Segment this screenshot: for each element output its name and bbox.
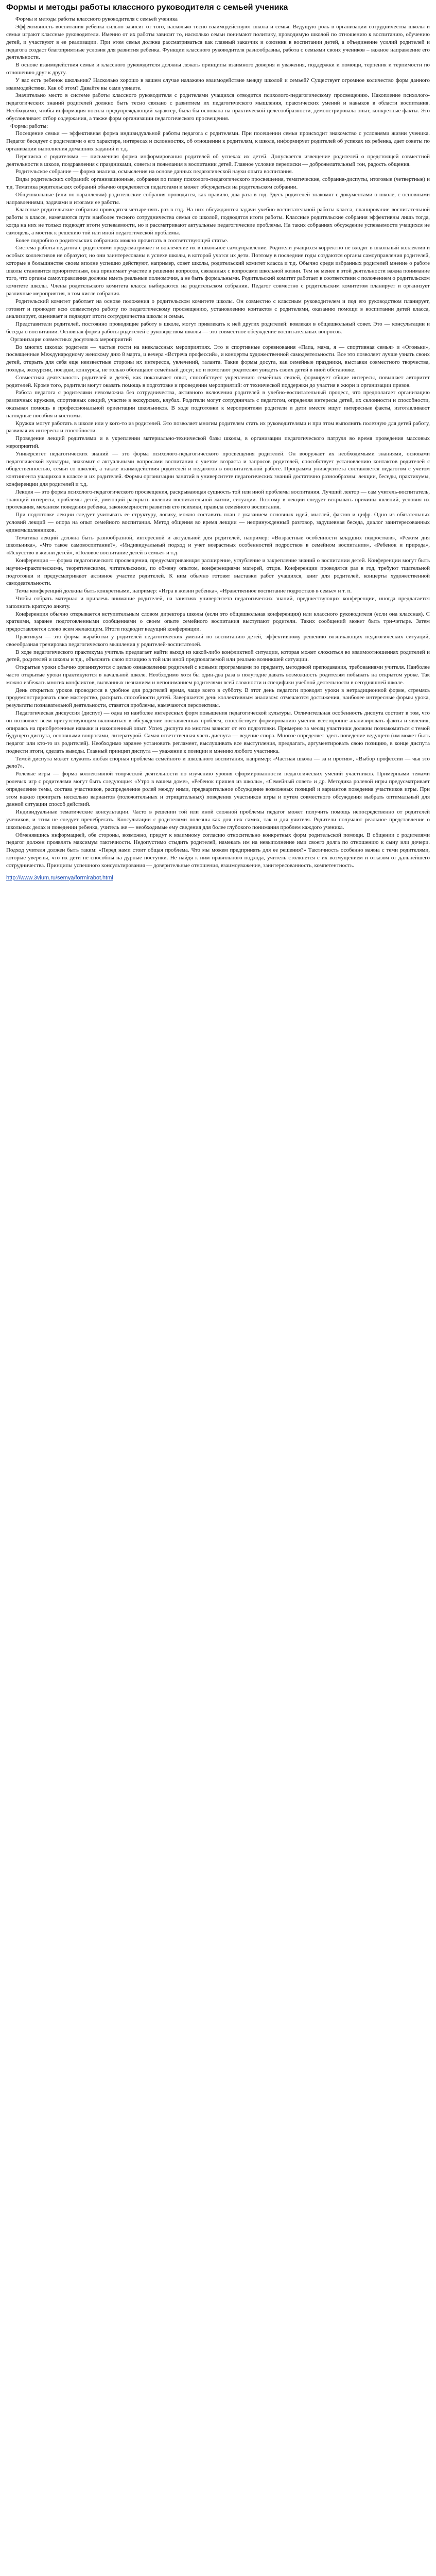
section-subheading: Формы работы: — [10, 123, 48, 129]
article-paragraph: Тематика лекций должна быть разнообразной, интересной и актуальной для родителей, например: «Возрастные особенности младших подростков», «Режим дня школьника», «Что такое самовоспитание?», «Индивидуальный подход и учет возрастных особенностей подростков в семейном воспитании», «Ребенок и природа», «Искусство в жизни детей», «Половое воспитание детей в семье» и т.д. — [6, 534, 430, 556]
source-link[interactable]: http://www.3vium.ru/semya/formirabot.html — [6, 874, 113, 881]
article-paragraph: Университет педагогических знаний — это форма психолого-педагогического просвещения родителей. Он вооружает их необходимыми знаниями, основами педагогической культуры, знакомит с актуальными вопросами воспитания с учетом возраста и запросов родителей, способствует установлению контактов родителей с общественностью, семьи со школой, а также взаимодействия родителей и педагогов в воспитательной работе. Программа университета составляется педагогом с учетом контингента учащихся в классе и их родителей. Формы организации занятий в университете педагогических знаний достаточно разнообразны: лекции, беседы, практикумы, конференции для родителей и т.д. — [6, 450, 430, 487]
article-paragraph: Обменявшись информацией, обе стороны, возможно, придут к взаимному согласию относительно конкретных форм родительской помощи. В общении с родителями педагог должен проявлять максимум тактичности. Недопустимо стыдить родителей, намекать им на невыполнение ими своего долга по отношению к сыну или дочери. Подход учителя должен быть таким: «Перед нами стоит общая проблема. Что мы можем предпринять для ее решения?» Тактичность особенно важна с теми родителями, которые уверены, что их дети не способны на дурные поступки. Не найдя к ним правильного подхода, учитель столкнется с их возмущением и отказом от дальнейшего сотрудничества. Принципы успешного консультирования — доверительные отношения, взаимоуважение, заинтересованность, компетентность. — [6, 832, 430, 869]
article-paragraph: День открытых уроков проводится в удобное для родителей время, чаще всего в субботу. В этот день педагоги проводят уроки в нетрадиционной форме, стремясь продемонстрировать свое мастерство, раскрыть способности детей. Завершается день коллективным анализом: отмечаются достижения, наиболее интересные формы урока, результаты познавательной деятельности, ставятся проблемы, намечаются перспективы. — [6, 687, 430, 709]
article-paragraph: Ролевые игры — форма коллективной творческой деятельности по изучению уровня сформированности педагогических умений участников. Примерными темами ролевых игр с родителями могут быть следующие: «Утро в вашем доме», «Ребенок пришел из школы», «Семейный совет» и др. Методика ролевой игры предусматривает определение темы, состава участников, распределение ролей между ними, предварительное обсуждение возможных позиций и вариантов поведения участников игры. При этом важно проиграть несколько вариантов (положительных и отрицательных) поведения участников игры и путем совместного обсуждения выбрать оптимальный для данной ситуации способ действий. — [6, 771, 430, 808]
article-paragraph: Кружки могут работать в школе или у кого-то из родителей. Это позволяет многим родителям стать их руководителями и при этом выполнять полезную для детей работу, развивая их интересы и способности. — [6, 420, 430, 434]
article-paragraph: У вас есть ребенок школьник? Насколько хорошо в вашем случае налажено взаимодействие между школой и семьей? Существует огромное количество форм данного взаимодействия. Как об этом? Давайте вы сами узнаете. — [6, 77, 430, 91]
article-paragraph: Переписка с родителями — письменная форма информирования родителей об успехах их детей. Допускается извещение родителей о предстоящей совместной деятельности в школе, поздравления с праздниками, советы и пожелания в воспитании детей. Главное условие переписки — доброжелательный тон, радость общения. — [6, 153, 430, 167]
article-title: Формы и методы работы классного руководителя с семьей ученика — [6, 3, 288, 12]
article-paragraph: В ходе педагогического практикума учитель предлагает найти выход из какой-либо конфликтной ситуации, которая может сложиться во взаимоотношениях родителей и детей, родителей и школы и т.д., объяснить свою позицию в той или иной предполагаемой или реально возникшей ситуации. — [6, 649, 430, 663]
section-subheading: Организация совместных досуговых мероприятий — [10, 336, 132, 343]
article-body — [6, 15, 430, 869]
article-paragraph: Значительно место в системе работы классного руководителя с родителями учащихся отводится психолого-педагогическому просвещению. Накопление психолого-педагогических знаний родителей должно быть тесно связано с развитием их педагогического мышления, практических умений и навыков в области воспитания. Необходимо, чтобы информация носила предупреждающий характер, была бы основана на практической целесообразности, демонстрировала опыт, конкретные факты. Это обусловливает отбор содержания, а также форм организации педагогического просвещения. — [6, 92, 430, 122]
article-paragraph: Эффективность воспитания ребенка сильно зависит от того, насколько тесно взаимодействуют школа и семья. Ведущую роль в организации сотрудничества школы и семьи играют классные руководители. Именно от их работы зависит то, насколько семьи понимают политику, проводимую школой по отношению к воспитанию, обучению детей, и участвуют в ее реализации. При этом семья должна рассматриваться как главный заказчик и союзник в воспитании детей, а объединение усилий родителей и педагога создаст благоприятные условия для развития ребенка. Функции классного руководителя разнообразны, работа с семьями своих учеников – важное направление его деятельности. — [6, 24, 430, 61]
article-paragraph: Во многих школах родители — частые гости на внеклассных мероприятиях. Это и спортивные соревнования «Папа, мама, я — спортивная семья» и «Огоньки», посвященные Международному женскому дню 8 марта, и вечера «Встреча профессий», и концерты художественной самодеятельности. Все это позволяет лучше узнать своих детей, открыть для себя еще неизвестные стороны их интересов, увлечений, таланта. Такие формы досуга, как семейные праздники, выставки совместного творчества, походы, экскурсии, поездки, конкурсы, не только обогащают семейный досуг, но и помогают родителям увидеть своих детей в иной обстановке. — [6, 344, 430, 374]
article-paragraph: Конференция — форма педагогического просвещения, предусматривающая расширение, углубление и закрепление знаний о воспитании детей. Конференции могут быть научно-практическими, теоретическими, читательскими, по обмену опытом, конференциями матерей, отцов. Конференции проводятся раз в год, требуют тщательной подготовки и предусматривают активное участие родителей. К ним обычно готовят выставки работ учащихся, книг для родителей, концерты художественной самодеятельности. — [6, 557, 430, 587]
article-paragraph: Работа педагога с родителями невозможна без сотрудничества, активного включения родителей в учебно-воспитательный процесс, что предполагает организацию различных кружков, спортивных секций, участие в экскурсиях, клубах. Родители могут сотрудничать с педагогом, определяя интересы детей, их склонности и способности, оказывая помощь в профессиональной ориентации школьников. В ходе подготовки к мероприятиям родители и дети вместе ищут интересные факты, изготавливают наглядные пособия и костюмы. — [6, 389, 430, 419]
article-paragraph: Чтобы собрать материал и привлечь внимание родителей, на занятиях университета педагогических знаний, предшествующих конференции, иногда предлагается заполнить краткую анкету. — [6, 595, 430, 609]
article-paragraph: Индивидуальные тематические консультации. Часто в решении той или иной сложной проблемы педагог может получить помощь непосредственно от родителей учеников, и этим не следует пренебрегать. Консультации с родителями полезны как для них самих, так и для учителя. Родители получают реальное представление о школьных делах и поведении ребенка, учитель же — необходимые ему сведения для более глубокого понимания проблем каждого ученика. — [6, 809, 430, 831]
article-paragraph: Более подробно о родительских собраниях можно прочитать в соответствующей статье. — [15, 237, 229, 244]
article-paragraph: Родительское собрание — форма анализа, осмысления на основе данных педагогической науки опыта воспитания. — [15, 168, 293, 175]
article-paragraph: Конференция обычно открывается вступительным словом директора школы (если это общешкольная конференция) или классного руководителя (если она классная). С краткими, заранее подготовленными сообщениями о своем опыте семейного воспитания выступают родители. Таких сообщений может быть три-четыре. Затем предоставляется слово всем желающим. Итоги подводит ведущий конференции. — [6, 611, 430, 633]
article-paragraph: Совместная деятельность родителей и детей, как показывает опыт, способствует укреплению семейных связей, формирует общие интересы, повышает авторитет родителей. Кроме того, родители могут оказать помощь в подготовке и проведении мероприятий: от технической поддержки до участия в жюри и организации призов. — [6, 374, 430, 388]
article-paragraph: Система работы педагога с родителями предусматривает и вовлечение их в школьное самоуправление. Родители учащихся корректно не входят в школьный коллектив и особых коллективов не образуют, но они заинтересованы в успехе школы, в которой учатся их дети. Поэтому в последние годы создаются органы самоуправления родителей, которые в большинстве своем вполне успешно действуют, например, совет школы, родительский комитет класса и т.д. Обычно среди избранных родителей мнение о работе школы становится приоритетным, она принимает участие в решении вопросов, связанных с вопросами школьной жизни. Тем не менее в этой деятельности важна понимание того, что органы самоуправления должны иметь реальные полномочия, а не быть формальными. Родительский комитет работает в соответствии с положением о родительском комитете школы. Члены родительского комитета класса выбираются на родительском собрании. Педагог совместно с родительским комитетом планирует и организует различные мероприятия, в том числе собрания. — [6, 245, 430, 297]
article-paragraph: Темы конференций должны быть конкретными, например: «Игра в жизни ребенка», «Нравственное воспитание подростков в семье» и т. п. — [15, 588, 352, 595]
article-paragraph: Представители родителей, постоянно проводящие работу в школе, могут привлекать к ней других родителей: вовлекая в общешкольный совет. Это — консультации и беседы о воспитании. Основная форма работы родителей с руководством школы — это совместное обсуждение воспитательных вопросов. — [6, 321, 430, 335]
article-paragraph: Классные родительские собрания проводятся четыре-пять раз в год. На них обсуждаются задачи учебно-воспитательной работы класса, планирование воспитательной работы в классе, намечаются пути наиболее тесного сотрудничества семьи со школой, подводятся итоги работы. Классные родительские собрания эффективны лишь тогда, когда на них не только подводят итоги успеваемости, но и рассматривают актуальные педагогические проблемы. На таких собраниях обсуждение успеваемости учащихся не самоцель, а мостик к решению той или иной педагогической проблемы. — [6, 207, 430, 236]
article-paragraph: Темой диспута может служить любая спорная проблема семейного и школьного воспитания, например: «Частная школа — за и против», «Выбор профессии — чья это дело?». — [6, 755, 430, 770]
article-paragraph: Родительский комитет работает на основе положения о родительском комитете школы. Он совместно с классным руководителем и под его руководством планирует, готовит и проводит всю совместную работу по педагогическому просвещению, установлению контактов с родителями, оказанию помощи в воспитании детей класса, анализирует, оценивает и подводит итоги сотрудничества школы и семьи. — [6, 298, 430, 320]
article-paragraph: Общешкольные (или по параллелям) родительские собрания проводятся, как правило, два раза в год. Здесь родителей знакомят с документами о школе, с основными направлениями, задачами и итогами ее работы. — [6, 191, 430, 206]
article-paragraph: Открытые уроки обычно организуются с целью ознакомления родителей с новыми программами по предмету, методикой преподавания, требованиями учителя. Наиболее часто открытые уроки практикуются в начальной школе. Необходимо хотя бы один-два раза в полугодие давать возможность родителям побывать на открытом уроке. Так можно избежать многих конфликтов, вызванных незнанием и непониманием родителями всей сложности и специфики учебной деятельности в сегодняшней школе. — [6, 664, 430, 686]
article-paragraph: Виды родительских собраний: организационные, собрания по плану психолого-педагогического просвещения, тематические, собрания-диспуты, итоговые (четвертные) и т.д. Тематика родительских собраний обычно определяется педагогами и может обсуждаться на родительском собрании. — [6, 176, 430, 190]
article-paragraph: При подготовке лекции следует учитывать ее структуру, логику, можно составить план с указанием основных идей, мыслей, фактов и цифр. Одно из обязательных условий лекций — опора на опыт семейного воспитания. Метод общения во время лекции — непринужденный разговор, задушевная беседа, диалог заинтересованных единомышленников. — [6, 512, 430, 533]
article-paragraph: Проведение лекций родителями и в укреплении материально-технической базы школы, в организации педагогического патруля во время проведения массовых мероприятий. — [6, 435, 430, 450]
article-paragraph: В основе взаимодействия семьи и классного руководителя должны лежать принципы взаимного доверия и уважения, поддержки и помощи, терпения и терпимости по отношению друг к другу. — [6, 62, 430, 76]
article-paragraph: Формы и методы работы классного руководителя с семьей ученика — [15, 16, 178, 23]
article-paragraph: Посещение семьи — эффективная форма индивидуальной работы педагога с родителями. При посещении семьи происходит знакомство с условиями жизни ученика. Педагог беседует с родителями о его характере, интересах и склонностях, об отношении к родителям, к школе, информирует родителей об успехах их ребенка, дает советы по организации выполнения домашних заданий и т.д. — [6, 130, 430, 152]
article-paragraph: Практикум — это форма выработки у родителей педагогических умений по воспитанию детей, эффективному решению возникающих педагогических ситуаций, своеобразная тренировка педагогического мышления у родителей-воспитателей. — [6, 633, 430, 648]
article-paragraph: Лекция — это форма психолого-педагогического просвещения, раскрывающая сущность той или иной проблемы воспитания. Лучший лектор — сам учитель-воспитатель, знающий интересы, проблемы детей, умеющий раскрыть явления воспитательной жизни, ситуации. Поэтому в лекции следует вскрывать причины явлений, условия их протекания, механизм поведения ребенка, закономерности развития его психики, правила семейного воспитания. — [6, 488, 430, 511]
article-paragraph: Педагогическая дискуссия (диспут) — одна из наиболее интересных форм повышения педагогической культуры. Отличительная особенность диспута состоит в том, что он позволяет всем присутствующим включиться в обсуждение поставленных проблем, способствует формированию умения всесторонне анализировать факты и явления, опираясь на приобретенные навыки и накопленный опыт. Успех диспута во многом зависит от его подготовки. Примерно за месяц участники должны познакомиться с темой будущего диспута, основными вопросами, литературой. Самая ответственная часть диспута — ведение спора. Многое определяет здесь поведение ведущего (им может быть педагог или кто-то из родителей). Необходимо заранее установить регламент, выслушивать все выступления, предлагать, аргументировать свою позицию, в конце диспута подвести итоги, сделать выводы. Главный принцип диспута — уважение к позиции и мнению любого участника. — [6, 709, 430, 754]
